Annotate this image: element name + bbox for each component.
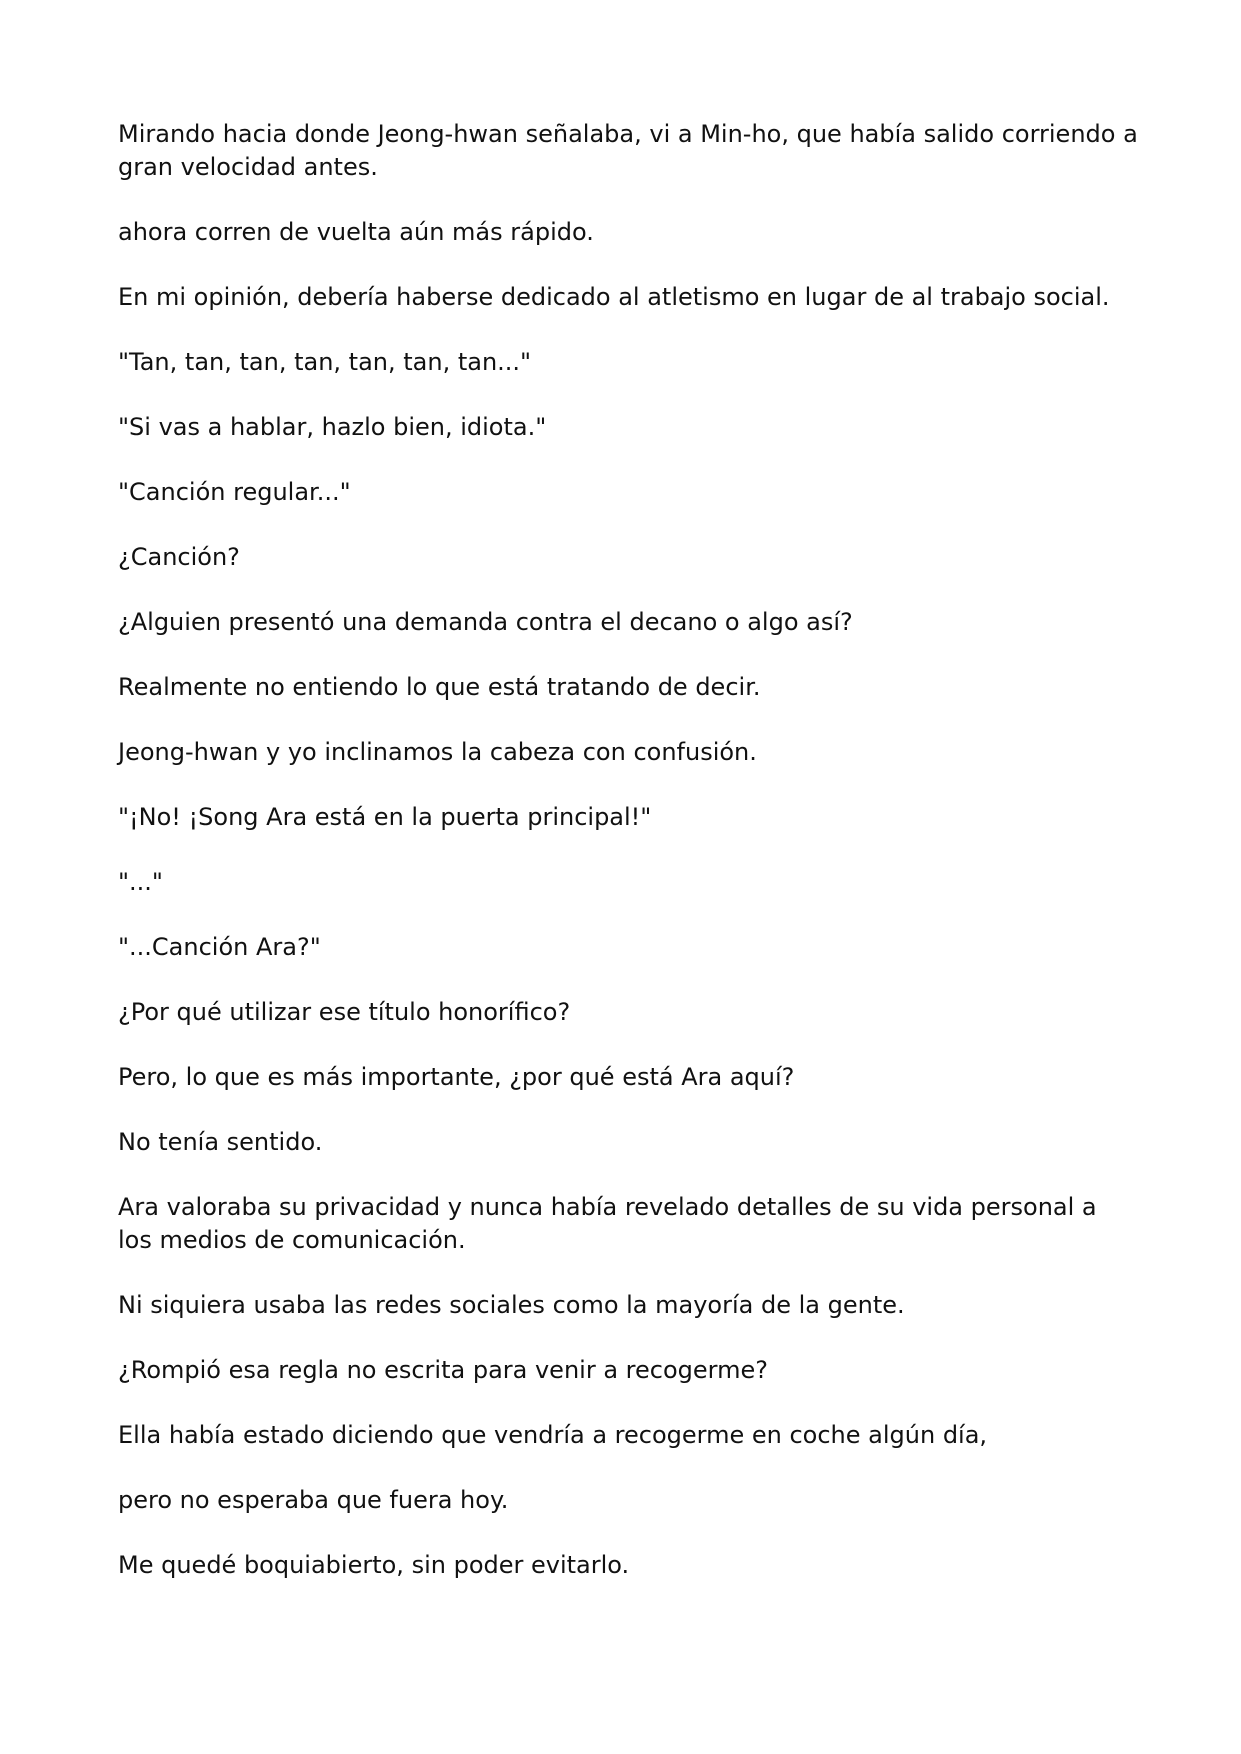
paragraph: ¿Canción?	[118, 543, 240, 571]
paragraph: "Si vas a hablar, hazlo bien, idiota."	[118, 413, 547, 441]
paragraph: Mirando hacia donde Jeong-hwan señalaba, vi a Min-ho, que había salido corriendo a gran velocidad antes.	[118, 120, 1138, 181]
paragraph: "¡No! ¡Song Ara está en la puerta principal!"	[118, 803, 652, 831]
paragraph: "Tan, tan, tan, tan, tan, tan, tan..."	[118, 348, 532, 376]
paragraph: ¿Por qué utilizar ese título honorífico?	[118, 998, 571, 1026]
paragraph: Pero, lo que es más importante, ¿por qué está Ara aquí?	[118, 1063, 795, 1091]
paragraph: ¿Alguien presentó una demanda contra el decano o algo así?	[118, 608, 853, 636]
paragraph: Realmente no entiendo lo que está tratando de decir.	[118, 673, 761, 701]
paragraph: Ni siquiera usaba las redes sociales como la mayoría de la gente.	[118, 1291, 905, 1319]
paragraph: No tenía sentido.	[118, 1128, 323, 1156]
paragraph: ¿Rompió esa regla no escrita para venir a recogerme?	[118, 1356, 768, 1384]
paragraph: ahora corren de vuelta aún más rápido.	[118, 218, 594, 246]
document-body	[118, 118, 1138, 1614]
paragraph: Me quedé boquiabierto, sin poder evitarlo.	[118, 1551, 630, 1579]
paragraph: "Canción regular..."	[118, 478, 351, 506]
paragraph: pero no esperaba que fuera hoy.	[118, 1486, 509, 1514]
paragraph: Ella había estado diciendo que vendría a recogerme en coche algún día,	[118, 1421, 988, 1449]
paragraph: "..."	[118, 868, 163, 896]
paragraph: Jeong-hwan y yo inclinamos la cabeza con confusión.	[118, 738, 757, 766]
paragraph: Ara valoraba su privacidad y nunca había revelado detalles de su vida personal a los medios de comunicación.	[118, 1193, 1097, 1254]
paragraph: "...Canción Ara?"	[118, 933, 321, 961]
paragraph: En mi opinión, debería haberse dedicado al atletismo en lugar de al trabajo social.	[118, 283, 1110, 311]
